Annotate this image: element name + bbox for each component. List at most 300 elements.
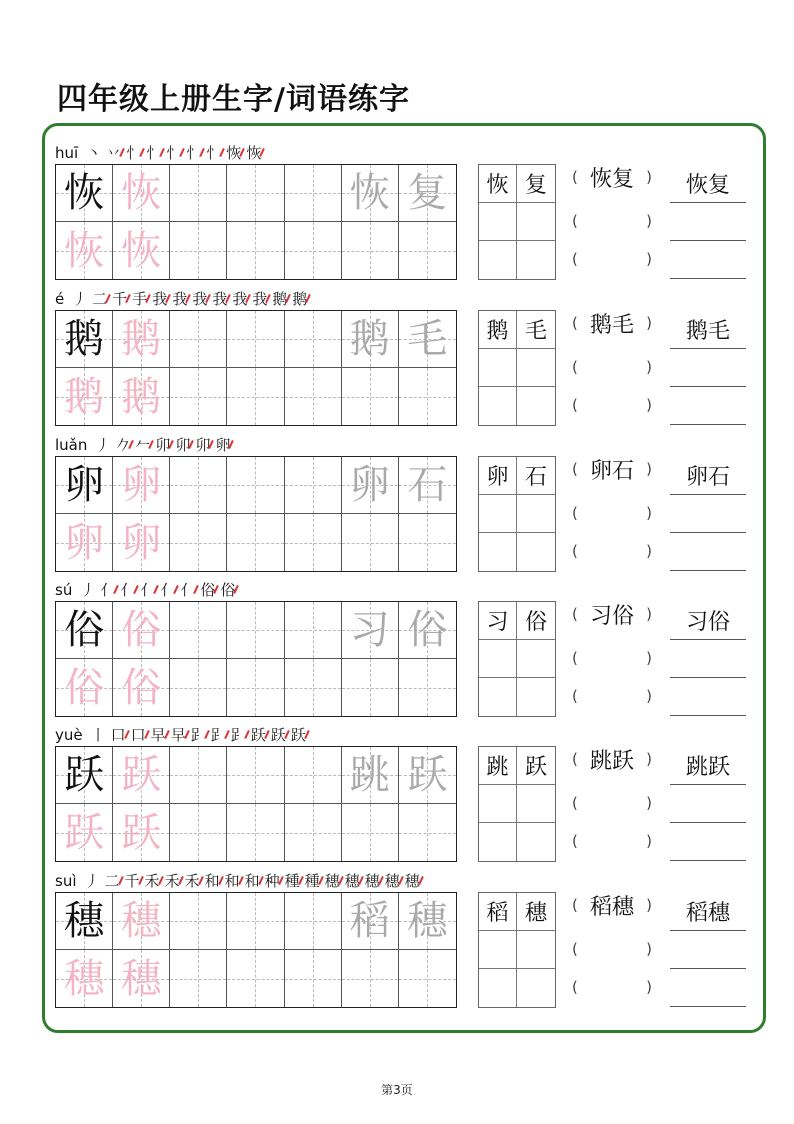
word-character: 稻: [486, 901, 509, 926]
stroke-step: 種: [304, 872, 320, 890]
stroke-step: 𧾷: [230, 726, 246, 744]
stroke-step: 跃: [250, 726, 266, 744]
open-paren: (: [572, 687, 578, 705]
stroke-step: 俗: [220, 581, 236, 599]
grid-cell[interactable]: [285, 893, 342, 950]
stroke-step: 跃: [290, 726, 306, 744]
grid-cell[interactable]: [113, 602, 170, 659]
stroke-step: 穗: [384, 872, 400, 890]
grid-character: 穗: [64, 898, 105, 944]
stroke-step: 和: [244, 872, 260, 890]
pinyin-blanks: [572, 310, 652, 426]
stroke-step: 手: [132, 290, 148, 308]
close-paren: ): [646, 358, 652, 376]
close-paren: ): [646, 649, 652, 667]
writing-line[interactable]: [670, 784, 746, 785]
grid-cell[interactable]: [342, 893, 399, 950]
word-cell[interactable]: [479, 457, 517, 495]
practice-row: [0, 120, 794, 274]
grid-cell[interactable]: [285, 950, 342, 1007]
close-paren: ): [646, 605, 652, 623]
word-character: 恢: [486, 173, 509, 198]
writing-lines: [670, 456, 746, 572]
pinyin-blanks: [572, 892, 652, 1008]
grid-cell[interactable]: [285, 165, 342, 222]
grid-character: 跃: [64, 752, 105, 798]
pinyin-blanks: [572, 746, 652, 862]
open-paren: (: [572, 832, 578, 850]
stroke-step: 卯: [155, 436, 171, 454]
grid-character: 石: [407, 462, 448, 508]
stroke-step: 丿: [95, 436, 111, 454]
word-cell[interactable]: [479, 602, 517, 640]
grid-character: 俗: [64, 607, 105, 653]
word-cell[interactable]: [517, 203, 555, 241]
word-cell[interactable]: [479, 165, 517, 203]
grid-cell[interactable]: [170, 893, 227, 950]
word-cell[interactable]: [517, 457, 555, 495]
word-cell[interactable]: [479, 931, 517, 969]
grid-cell[interactable]: [285, 602, 342, 659]
word-cell[interactable]: [517, 893, 555, 931]
grid-character: 俗: [121, 607, 162, 653]
line-word: 鹅毛: [685, 319, 730, 344]
stroke-step: 種: [284, 872, 300, 890]
grid-cell[interactable]: [399, 311, 456, 368]
grid-character: 跳: [349, 752, 390, 798]
word-cell[interactable]: [479, 893, 517, 931]
open-paren: (: [572, 750, 578, 768]
stroke-order-line: [55, 432, 235, 454]
stroke-step: 忄: [166, 144, 182, 162]
stroke-step: 种: [264, 872, 280, 890]
word-grid: [478, 456, 556, 572]
blank-word: 鹅毛: [589, 312, 634, 338]
writing-line[interactable]: [670, 202, 746, 203]
pinyin-label: sú: [55, 581, 73, 599]
grid-character: 鹅: [121, 316, 162, 362]
stroke-step: 𧾷: [190, 726, 206, 744]
grid-cell[interactable]: [227, 950, 284, 1007]
grid-character: 俗: [121, 664, 162, 711]
grid-character: 恢: [349, 170, 390, 216]
word-character: 俗: [524, 610, 547, 635]
grid-cell[interactable]: [56, 950, 113, 1007]
pinyin-label: luǎn: [55, 436, 88, 454]
grid-cell[interactable]: [342, 457, 399, 514]
stroke-step: 卯: [195, 436, 211, 454]
writing-line[interactable]: [670, 1006, 746, 1007]
stroke-order-line: [55, 286, 312, 308]
blank-word: 稻穗: [589, 894, 634, 920]
word-cell[interactable]: [517, 349, 555, 387]
stroke-step: 亻: [180, 581, 196, 599]
word-grid: [478, 310, 556, 426]
grid-cell[interactable]: [170, 311, 227, 368]
stroke-step: 丿: [84, 872, 100, 890]
word-character: 跃: [524, 755, 547, 780]
close-paren: ): [646, 687, 652, 705]
stroke-step: 我: [152, 290, 168, 308]
open-paren: (: [572, 396, 578, 414]
stroke-step: 穗: [364, 872, 380, 890]
line-word: 跳跃: [685, 755, 730, 780]
grid-character: 恢: [64, 227, 105, 274]
page-title: 四年级上册生字/词语练字: [57, 82, 410, 117]
pinyin-blank[interactable]: [572, 502, 652, 524]
word-cell[interactable]: [479, 495, 517, 533]
grid-character: 复: [407, 170, 448, 216]
word-cell[interactable]: [479, 785, 517, 823]
stroke-order-line: [55, 868, 425, 890]
stroke-step: 鹅: [272, 290, 288, 308]
stroke-step: 亻: [140, 581, 156, 599]
grid-cell[interactable]: [56, 457, 113, 514]
stroke-step: 二: [104, 872, 120, 890]
writing-line[interactable]: [670, 532, 746, 533]
word-cell[interactable]: [479, 640, 517, 678]
blank-word: 卵石: [589, 458, 634, 484]
blank-word: 习俗: [589, 603, 634, 629]
pinyin-blanks: [572, 456, 652, 572]
grid-character: 鹅: [121, 373, 162, 420]
character-grid: [55, 601, 457, 717]
line-word: 卵石: [685, 465, 730, 490]
stroke-step: 忄: [186, 144, 202, 162]
stroke-step: 早: [170, 726, 186, 744]
grid-cell[interactable]: [113, 893, 170, 950]
grid-cell[interactable]: [227, 165, 284, 222]
writing-line[interactable]: [670, 639, 746, 640]
pinyin-blank[interactable]: [572, 792, 652, 814]
grid-character: 卵: [121, 519, 162, 566]
writing-lines: [670, 164, 746, 280]
character-grid: [55, 892, 457, 1008]
word-cell[interactable]: [517, 495, 555, 533]
close-paren: ): [646, 940, 652, 958]
pinyin-blank[interactable]: [572, 976, 652, 998]
grid-character: 跃: [64, 809, 105, 856]
grid-cell[interactable]: [285, 747, 342, 804]
grid-cell[interactable]: [227, 311, 284, 368]
writing-lines: [670, 746, 746, 862]
writing-line[interactable]: [670, 240, 746, 241]
word-cell[interactable]: [517, 969, 555, 1007]
open-paren: (: [572, 649, 578, 667]
grid-character: 卵: [349, 462, 390, 508]
character-grid: [55, 456, 457, 572]
grid-character: 卵: [121, 462, 162, 508]
word-cell[interactable]: [517, 311, 555, 349]
stroke-step: 忄: [146, 144, 162, 162]
pinyin-label: suì: [55, 872, 77, 890]
grid-cell[interactable]: [56, 311, 113, 368]
word-character: 毛: [524, 319, 547, 344]
grid-character: 穗: [121, 955, 162, 1002]
stroke-order-line: [55, 140, 266, 162]
grid-cell[interactable]: [399, 950, 456, 1007]
word-cell[interactable]: [517, 640, 555, 678]
open-paren: (: [572, 504, 578, 522]
stroke-step: 𧾷: [210, 726, 226, 744]
word-cell[interactable]: [517, 785, 555, 823]
writing-lines: [670, 310, 746, 426]
stroke-order-line: [55, 722, 311, 744]
stroke-step: 我: [212, 290, 228, 308]
open-paren: (: [572, 794, 578, 812]
word-cell[interactable]: [479, 747, 517, 785]
pinyin-blanks: [572, 601, 652, 717]
pinyin-blank[interactable]: [572, 603, 652, 629]
pinyin-label: huī: [55, 144, 79, 162]
close-paren: ): [646, 750, 652, 768]
grid-cell[interactable]: [342, 950, 399, 1007]
word-cell[interactable]: [479, 203, 517, 241]
close-paren: ): [646, 396, 652, 414]
blank-word: 恢复: [589, 166, 634, 192]
stroke-step: 𠂊: [115, 436, 131, 454]
stroke-step: 忄: [206, 144, 222, 162]
close-paren: ): [646, 460, 652, 478]
grid-cell[interactable]: [342, 311, 399, 368]
grid-cell[interactable]: [285, 457, 342, 514]
close-paren: ): [646, 832, 652, 850]
stroke-step: 千: [112, 290, 128, 308]
grid-cell[interactable]: [113, 457, 170, 514]
grid-character: 习: [349, 607, 390, 653]
grid-character: 卵: [64, 519, 105, 566]
open-paren: (: [572, 358, 578, 376]
open-paren: (: [572, 940, 578, 958]
stroke-step: 恢: [246, 144, 262, 162]
grid-cell[interactable]: [399, 893, 456, 950]
grid-cell[interactable]: [342, 165, 399, 222]
stroke-step: 和: [224, 872, 240, 890]
grid-cell[interactable]: [113, 747, 170, 804]
grid-character: 卵: [64, 462, 105, 508]
grid-cell[interactable]: [227, 747, 284, 804]
grid-character: 穗: [121, 898, 162, 944]
close-paren: ): [646, 250, 652, 268]
stroke-step: 俗: [200, 581, 216, 599]
stroke-step: 亻: [160, 581, 176, 599]
stroke-step: 禾: [144, 872, 160, 890]
open-paren: (: [572, 605, 578, 623]
line-word: 恢复: [685, 173, 730, 198]
grid-cell[interactable]: [170, 165, 227, 222]
close-paren: ): [646, 168, 652, 186]
word-character: 复: [524, 173, 547, 198]
open-paren: (: [572, 542, 578, 560]
grid-character: 稻: [349, 898, 390, 944]
stroke-step: 跃: [270, 726, 286, 744]
pinyin-blank[interactable]: [572, 312, 652, 338]
practice-row: [0, 557, 794, 711]
open-paren: (: [572, 460, 578, 478]
blank-word: 跳跃: [589, 748, 634, 774]
word-grid: [478, 746, 556, 862]
practice-row: [0, 702, 794, 856]
word-cell[interactable]: [479, 349, 517, 387]
stroke-step: 卯: [175, 436, 191, 454]
practice-row: [0, 412, 794, 566]
grid-character: 穗: [64, 955, 105, 1002]
practice-row: [0, 266, 794, 420]
grid-cell[interactable]: [399, 602, 456, 659]
grid-cell[interactable]: [56, 747, 113, 804]
writing-line[interactable]: [670, 968, 746, 969]
stroke-step: 丷: [106, 144, 122, 162]
word-character: 鹅: [486, 319, 509, 344]
stroke-step: 亻: [120, 581, 136, 599]
word-cell[interactable]: [479, 311, 517, 349]
writing-line[interactable]: [670, 677, 746, 678]
stroke-step: 千: [124, 872, 140, 890]
grid-cell[interactable]: [170, 747, 227, 804]
writing-line[interactable]: [670, 348, 746, 349]
grid-character: 跃: [121, 809, 162, 856]
grid-cell[interactable]: [227, 602, 284, 659]
stroke-step: 丿: [72, 290, 88, 308]
pinyin-blank[interactable]: [572, 938, 652, 960]
grid-cell[interactable]: [113, 311, 170, 368]
pinyin-blanks: [572, 164, 652, 280]
word-grid: [478, 601, 556, 717]
stroke-step: 𠂉: [135, 436, 151, 454]
pinyin-blank[interactable]: [572, 356, 652, 378]
grid-cell[interactable]: [227, 457, 284, 514]
grid-cell[interactable]: [113, 165, 170, 222]
stroke-step: 穗: [404, 872, 420, 890]
writing-line[interactable]: [670, 494, 746, 495]
stroke-step: 卵: [215, 436, 231, 454]
stroke-step: 穗: [344, 872, 360, 890]
stroke-step: 我: [192, 290, 208, 308]
grid-cell[interactable]: [227, 893, 284, 950]
grid-cell[interactable]: [399, 457, 456, 514]
pinyin-blank[interactable]: [572, 647, 652, 669]
stroke-step: 恢: [226, 144, 242, 162]
stroke-step: 丨: [90, 726, 106, 744]
practice-row: [0, 848, 794, 1002]
word-cell[interactable]: [517, 747, 555, 785]
grid-character: 鹅: [64, 316, 105, 362]
writing-line[interactable]: [670, 930, 746, 931]
character-grid: [55, 164, 457, 280]
stroke-step: 口: [130, 726, 146, 744]
grid-cell[interactable]: [285, 311, 342, 368]
word-cell[interactable]: [517, 931, 555, 969]
line-word: 稻穗: [685, 901, 730, 926]
character-grid: [55, 310, 457, 426]
grid-cell[interactable]: [342, 747, 399, 804]
close-paren: ): [646, 978, 652, 996]
word-grid: [478, 892, 556, 1008]
grid-character: 跃: [121, 752, 162, 798]
word-character: 穗: [524, 901, 547, 926]
open-paren: (: [572, 212, 578, 230]
writing-lines: [670, 892, 746, 1008]
word-character: 石: [524, 465, 547, 490]
close-paren: ): [646, 542, 652, 560]
stroke-step: 鹅: [292, 290, 308, 308]
stroke-step: 早: [150, 726, 166, 744]
writing-line[interactable]: [670, 386, 746, 387]
stroke-step: 和: [204, 872, 220, 890]
pinyin-label: yuè: [55, 726, 83, 744]
stroke-step: 丶: [86, 144, 102, 162]
grid-character: 毛: [407, 316, 448, 362]
stroke-step: 我: [172, 290, 188, 308]
grid-character: 恢: [121, 170, 162, 216]
stroke-step: 亻: [100, 581, 116, 599]
word-character: 习: [486, 610, 509, 635]
word-character: 卵: [486, 465, 509, 490]
character-grid: [55, 746, 457, 862]
grid-cell[interactable]: [56, 893, 113, 950]
writing-lines: [670, 601, 746, 717]
stroke-step: 我: [252, 290, 268, 308]
stroke-step: 我: [232, 290, 248, 308]
open-paren: (: [572, 978, 578, 996]
pinyin-label: é: [55, 290, 65, 308]
pinyin-blank[interactable]: [572, 894, 652, 920]
pinyin-blank[interactable]: [572, 166, 652, 192]
close-paren: ): [646, 504, 652, 522]
pinyin-blank[interactable]: [572, 458, 652, 484]
page-number: 第3页: [381, 1083, 413, 1097]
stroke-order-line: [55, 577, 240, 599]
grid-cell[interactable]: [399, 747, 456, 804]
word-cell[interactable]: [517, 602, 555, 640]
word-cell[interactable]: [517, 165, 555, 203]
pinyin-blank[interactable]: [572, 210, 652, 232]
open-paren: (: [572, 250, 578, 268]
grid-cell[interactable]: [113, 950, 170, 1007]
open-paren: (: [572, 314, 578, 332]
close-paren: ): [646, 794, 652, 812]
stroke-step: 丿: [80, 581, 96, 599]
grid-cell[interactable]: [342, 602, 399, 659]
stroke-step: 二: [92, 290, 108, 308]
grid-cell[interactable]: [170, 950, 227, 1007]
grid-cell[interactable]: [56, 165, 113, 222]
open-paren: (: [572, 168, 578, 186]
word-cell[interactable]: [479, 969, 517, 1007]
stroke-step: 禾: [164, 872, 180, 890]
grid-character: 恢: [64, 170, 105, 216]
close-paren: ): [646, 896, 652, 914]
grid-character: 俗: [64, 664, 105, 711]
stroke-step: 禾: [184, 872, 200, 890]
stroke-step: 忄: [126, 144, 142, 162]
writing-line[interactable]: [670, 822, 746, 823]
pinyin-blank[interactable]: [572, 748, 652, 774]
grid-character: 鹅: [349, 316, 390, 362]
stroke-step: 穗: [324, 872, 340, 890]
grid-character: 鹅: [64, 373, 105, 420]
grid-cell[interactable]: [56, 602, 113, 659]
open-paren: (: [572, 896, 578, 914]
grid-cell[interactable]: [170, 457, 227, 514]
word-grid: [478, 164, 556, 280]
grid-cell[interactable]: [399, 165, 456, 222]
grid-cell[interactable]: [170, 602, 227, 659]
close-paren: ): [646, 212, 652, 230]
line-word: 习俗: [685, 610, 730, 635]
grid-character: 穗: [407, 898, 448, 944]
grid-character: 恢: [121, 227, 162, 274]
